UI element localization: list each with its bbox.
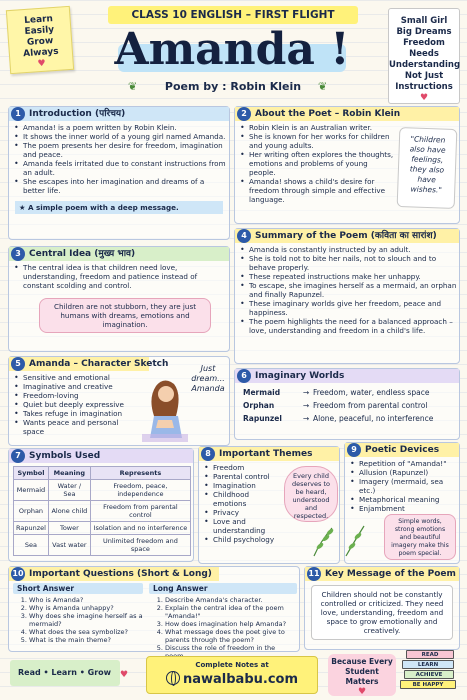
section-heading xyxy=(345,443,459,457)
question-item: 3. Why does she imagine herself as a mermaid? xyxy=(29,612,143,628)
question-item: 2. Explain the central idea of the poem "Amanda!" xyxy=(165,604,297,620)
section-heading xyxy=(235,369,459,383)
list-item: • Amanda is constantly instructed by an adult. xyxy=(249,245,459,254)
book-spine: READ xyxy=(406,650,454,659)
sticky-note-learn xyxy=(6,6,74,74)
student-note-text: Because Every Student Matters xyxy=(331,657,393,686)
section-title: Important Questions (Short & Long) xyxy=(29,569,212,579)
list-item: • Love and understanding xyxy=(213,517,285,535)
list-item: • The central idea is that children need love, understanding, freedom and patience instead of constant scolding and control. xyxy=(23,263,229,290)
world-row xyxy=(243,412,451,425)
table-cell: Tower xyxy=(48,522,90,535)
list-item: • Child psychology xyxy=(213,535,285,544)
list-item: • Takes refuge in imagination xyxy=(23,409,143,418)
table-cell: Water / Sea xyxy=(48,480,90,501)
section-number: 3 xyxy=(11,247,25,261)
table-row xyxy=(14,480,191,501)
table-cell: Mermaid xyxy=(14,480,49,501)
table-header-row xyxy=(14,467,191,480)
website-link[interactable] xyxy=(147,670,317,690)
bullet-list xyxy=(235,121,397,204)
footer-website-box[interactable] xyxy=(146,656,318,694)
list-item: • Allusion (Rapunzel) xyxy=(359,468,459,477)
column-header: Represents xyxy=(90,467,190,480)
list-item: • Parental control xyxy=(213,472,285,481)
bullet-list xyxy=(9,261,229,290)
arrow-right-icon: → xyxy=(302,388,310,397)
list-item: • She is known for her works for children and young adults. xyxy=(249,132,397,150)
plant-sprig-icon xyxy=(306,522,376,558)
sticky-line: Easily xyxy=(24,25,55,38)
table-cell: Freedom, peace, independence xyxy=(90,480,190,501)
section-title: Important Themes xyxy=(219,449,313,459)
section-heading xyxy=(305,567,459,581)
list-item: • The poem presents her desire for freedom, imagination and peace. xyxy=(23,141,229,159)
section-number: 2 xyxy=(237,107,251,121)
tagline-line: Not Just xyxy=(404,71,444,81)
sticky-line: Always xyxy=(22,46,59,60)
table-cell: Orphan xyxy=(14,501,49,522)
table-cell: Vast water xyxy=(48,535,90,556)
long-answer-heading: Long Answer xyxy=(149,583,297,594)
class-subject-line: CLASS 10 ENGLISH – FIRST FLIGHT xyxy=(108,6,358,24)
table-cell: Alone child xyxy=(48,501,90,522)
arrow-right-icon: → xyxy=(302,401,310,410)
list-item: • Metaphorical meaning xyxy=(359,495,459,504)
section-heading xyxy=(9,107,229,121)
world-meaning: Freedom, water, endless space xyxy=(313,388,430,397)
tagline-line: Needs xyxy=(409,49,439,59)
bullet-list xyxy=(345,457,459,513)
question-item: 5. What is the main theme? xyxy=(29,636,143,644)
leaf-left-icon: ❦ xyxy=(128,80,138,93)
list-item: • Sensitive and emotional xyxy=(23,373,143,382)
website-text: nawalbabu.com xyxy=(182,672,299,687)
world-name: Mermaid xyxy=(243,388,281,397)
question-list xyxy=(13,594,143,644)
table-cell: Unlimited freedom and space xyxy=(90,535,190,556)
key-line: ★ A simple poem with a deep message. xyxy=(15,201,223,214)
table-cell: Freedom from parental control xyxy=(90,501,190,522)
list-item: • Her writing often explores the thoughts, emotions and problems of young people. xyxy=(249,150,397,177)
section-number: 8 xyxy=(201,447,215,461)
section-heading xyxy=(9,449,193,463)
callout-bubble: Simple words, strong emotions and beautiful imagery make this poem special. xyxy=(384,514,456,560)
short-answer-heading: Short Answer xyxy=(13,583,143,594)
long-answer-block xyxy=(149,583,297,660)
page-title: Amanda ! xyxy=(114,24,350,75)
world-meaning: Alone, peaceful, no interference xyxy=(313,414,434,423)
list-item: • Quiet but deeply expressive xyxy=(23,400,143,409)
question-item: 5. Discuss the role of freedom in the xyxy=(165,644,297,660)
question-item: 3. How does imagination help Amanda? xyxy=(165,620,297,628)
arrow-right-icon: → xyxy=(302,414,310,423)
table-cell: Isolation and no interference xyxy=(90,522,190,535)
list-item: • Freedom-loving xyxy=(23,391,143,400)
section-imaginary-worlds xyxy=(234,368,460,440)
thought-bubble: Just dream... Amanda xyxy=(191,364,225,393)
list-item: • Wants peace and personal space xyxy=(23,418,143,436)
section-title: Introduction (परिचय) xyxy=(29,109,126,119)
section-number: 10 xyxy=(11,567,25,581)
section-number: 11 xyxy=(307,567,321,581)
poem-author-line: Poem by : Robin Klein xyxy=(164,80,302,93)
section-number: 9 xyxy=(347,443,361,457)
book-stack-icon xyxy=(400,650,460,696)
book-spine: LEARN xyxy=(402,660,454,669)
list-item: • The poem highlights the need for a balanced approach – love, understanding and freedom in a child's life. xyxy=(249,317,459,335)
heart-icon: ♥ xyxy=(357,687,367,697)
section-title: Poetic Devices xyxy=(365,445,440,455)
list-item: • Imagery (mermaid, sea etc.) xyxy=(359,477,459,495)
column-header: Symbol xyxy=(14,467,49,480)
table-row xyxy=(14,501,191,522)
column-header: Meaning xyxy=(48,467,90,480)
footer-tagline: Read • Learn • Grow xyxy=(10,660,120,686)
section-number: 4 xyxy=(237,229,251,243)
quote-card: "Children also have feelings, they also have wishes." xyxy=(397,127,458,209)
bullet-list xyxy=(199,461,285,544)
book-spine: ACHIEVE xyxy=(404,670,454,679)
table-row xyxy=(14,522,191,535)
question-item: 1. Who is Amanda? xyxy=(29,596,143,604)
sticky-line: Grow xyxy=(26,36,54,48)
list-item: • She is told not to bite her nails, not to slouch and to behave properly. xyxy=(249,254,459,272)
table-cell: Rapunzel xyxy=(14,522,49,535)
list-item: • These repeated instructions make her unhappy. xyxy=(249,272,459,281)
section-number: 1 xyxy=(11,107,25,121)
section-heading xyxy=(199,447,339,461)
list-item: • Robin Klein is an Australian writer. xyxy=(249,123,397,132)
list-item: • It shows the inner world of a young girl named Amanda. xyxy=(23,132,229,141)
footer-student-note xyxy=(328,654,396,696)
question-item: 1. Describe Amanda's character. xyxy=(165,596,297,604)
tagline-line: Freedom xyxy=(403,38,445,48)
section-heading xyxy=(235,107,459,121)
tagline-line: Big Dreams xyxy=(396,27,452,37)
worlds-list xyxy=(235,383,459,428)
heart-icon: ♥ xyxy=(419,93,429,103)
list-item: • Amanda! shows a child's desire for freedom through simple and effective language. xyxy=(249,177,397,204)
callout-bubble: Every child deserves to be heard, understood and respected. xyxy=(284,466,338,522)
list-item: • Privacy xyxy=(213,508,285,517)
section-number: 7 xyxy=(11,449,25,463)
list-item: • Imagination xyxy=(213,481,285,490)
world-meaning: Freedom from parental control xyxy=(313,401,428,410)
symbols-table xyxy=(13,466,191,556)
notes-label: Complete Notes at xyxy=(195,661,269,669)
list-item: • Childhood emotions xyxy=(213,490,285,508)
callout-bubble: Children are not stubborn, they are just humans with dreams, emotions and imagination. xyxy=(39,298,211,333)
section-title: Central Idea (मुख्य भाव) xyxy=(29,249,136,259)
section-heading xyxy=(9,357,169,371)
sticky-line: Learn xyxy=(23,14,54,27)
section-title: Key Message of the Poem xyxy=(325,569,456,579)
table-cell: Sea xyxy=(14,535,49,556)
tagline-box xyxy=(388,8,460,104)
section-introduction xyxy=(8,106,230,240)
section-number: 5 xyxy=(11,357,25,371)
list-item: • Imaginative and creative xyxy=(23,382,143,391)
section-title: Amanda – Character Sketch xyxy=(29,359,169,369)
table-row xyxy=(14,535,191,556)
section-heading xyxy=(9,247,229,261)
list-item: • Amanda feels irritated due to constant instructions from an adult. xyxy=(23,159,229,177)
section-number: 6 xyxy=(237,369,251,383)
question-item: 4. What message does the poet give to parents through the poem? xyxy=(165,628,297,644)
list-item: • To escape, she imagines herself as a mermaid, an orphan and finally Rapunzel. xyxy=(249,281,459,299)
section-symbols xyxy=(8,448,194,562)
girl-illustration-icon xyxy=(142,376,188,442)
world-row xyxy=(243,399,451,412)
list-item: • She escapes into her imagination and dreams of a better life. xyxy=(23,177,229,195)
question-list xyxy=(149,594,297,660)
question-item: 4. What does the sea symbolize? xyxy=(29,628,143,636)
heart-icon: ♥ xyxy=(37,58,47,70)
section-title: Summary of the Poem (कविता का सारांश) xyxy=(255,231,437,241)
bullet-list xyxy=(9,371,143,436)
world-name: Rapunzel xyxy=(243,414,282,423)
list-item: • Enjambment xyxy=(359,504,459,513)
section-title: About the Poet – Robin Klein xyxy=(255,109,401,119)
short-answer-block xyxy=(13,583,143,644)
section-title: Symbols Used xyxy=(29,451,101,461)
tagline-line: Small Girl xyxy=(400,16,448,26)
list-item: • These imaginary worlds give her freedom, peace and happiness. xyxy=(249,299,459,317)
bullet-list xyxy=(9,121,229,195)
heart-icon: ♥ xyxy=(120,670,129,680)
world-name: Orphan xyxy=(243,401,275,410)
tagline-line: Understanding xyxy=(389,60,461,70)
book-spine: BE HAPPY xyxy=(400,680,456,689)
section-key-message xyxy=(304,566,460,650)
key-message-text: Children should not be constantly controlled or criticized. They need love, understanding, freedom and space to grow emotionally and creatively. xyxy=(311,585,453,640)
list-item: • Repetition of "Amanda!" xyxy=(359,459,459,468)
bullet-list xyxy=(235,243,459,335)
list-item: • Freedom xyxy=(213,463,285,472)
leaf-right-icon: ❦ xyxy=(318,80,328,93)
list-item: • Amanda! is a poem written by Robin Klein. xyxy=(23,123,229,132)
question-item: 2. Why is Amanda unhappy? xyxy=(29,604,143,612)
section-heading xyxy=(235,229,459,243)
world-row xyxy=(243,386,451,399)
section-summary xyxy=(234,228,460,364)
section-title: Imaginary Worlds xyxy=(255,371,345,381)
section-heading xyxy=(9,567,219,581)
section-central-idea xyxy=(8,246,230,352)
globe-icon xyxy=(166,671,180,685)
tagline-line: Instructions xyxy=(395,82,453,92)
section-important-questions xyxy=(8,566,300,652)
